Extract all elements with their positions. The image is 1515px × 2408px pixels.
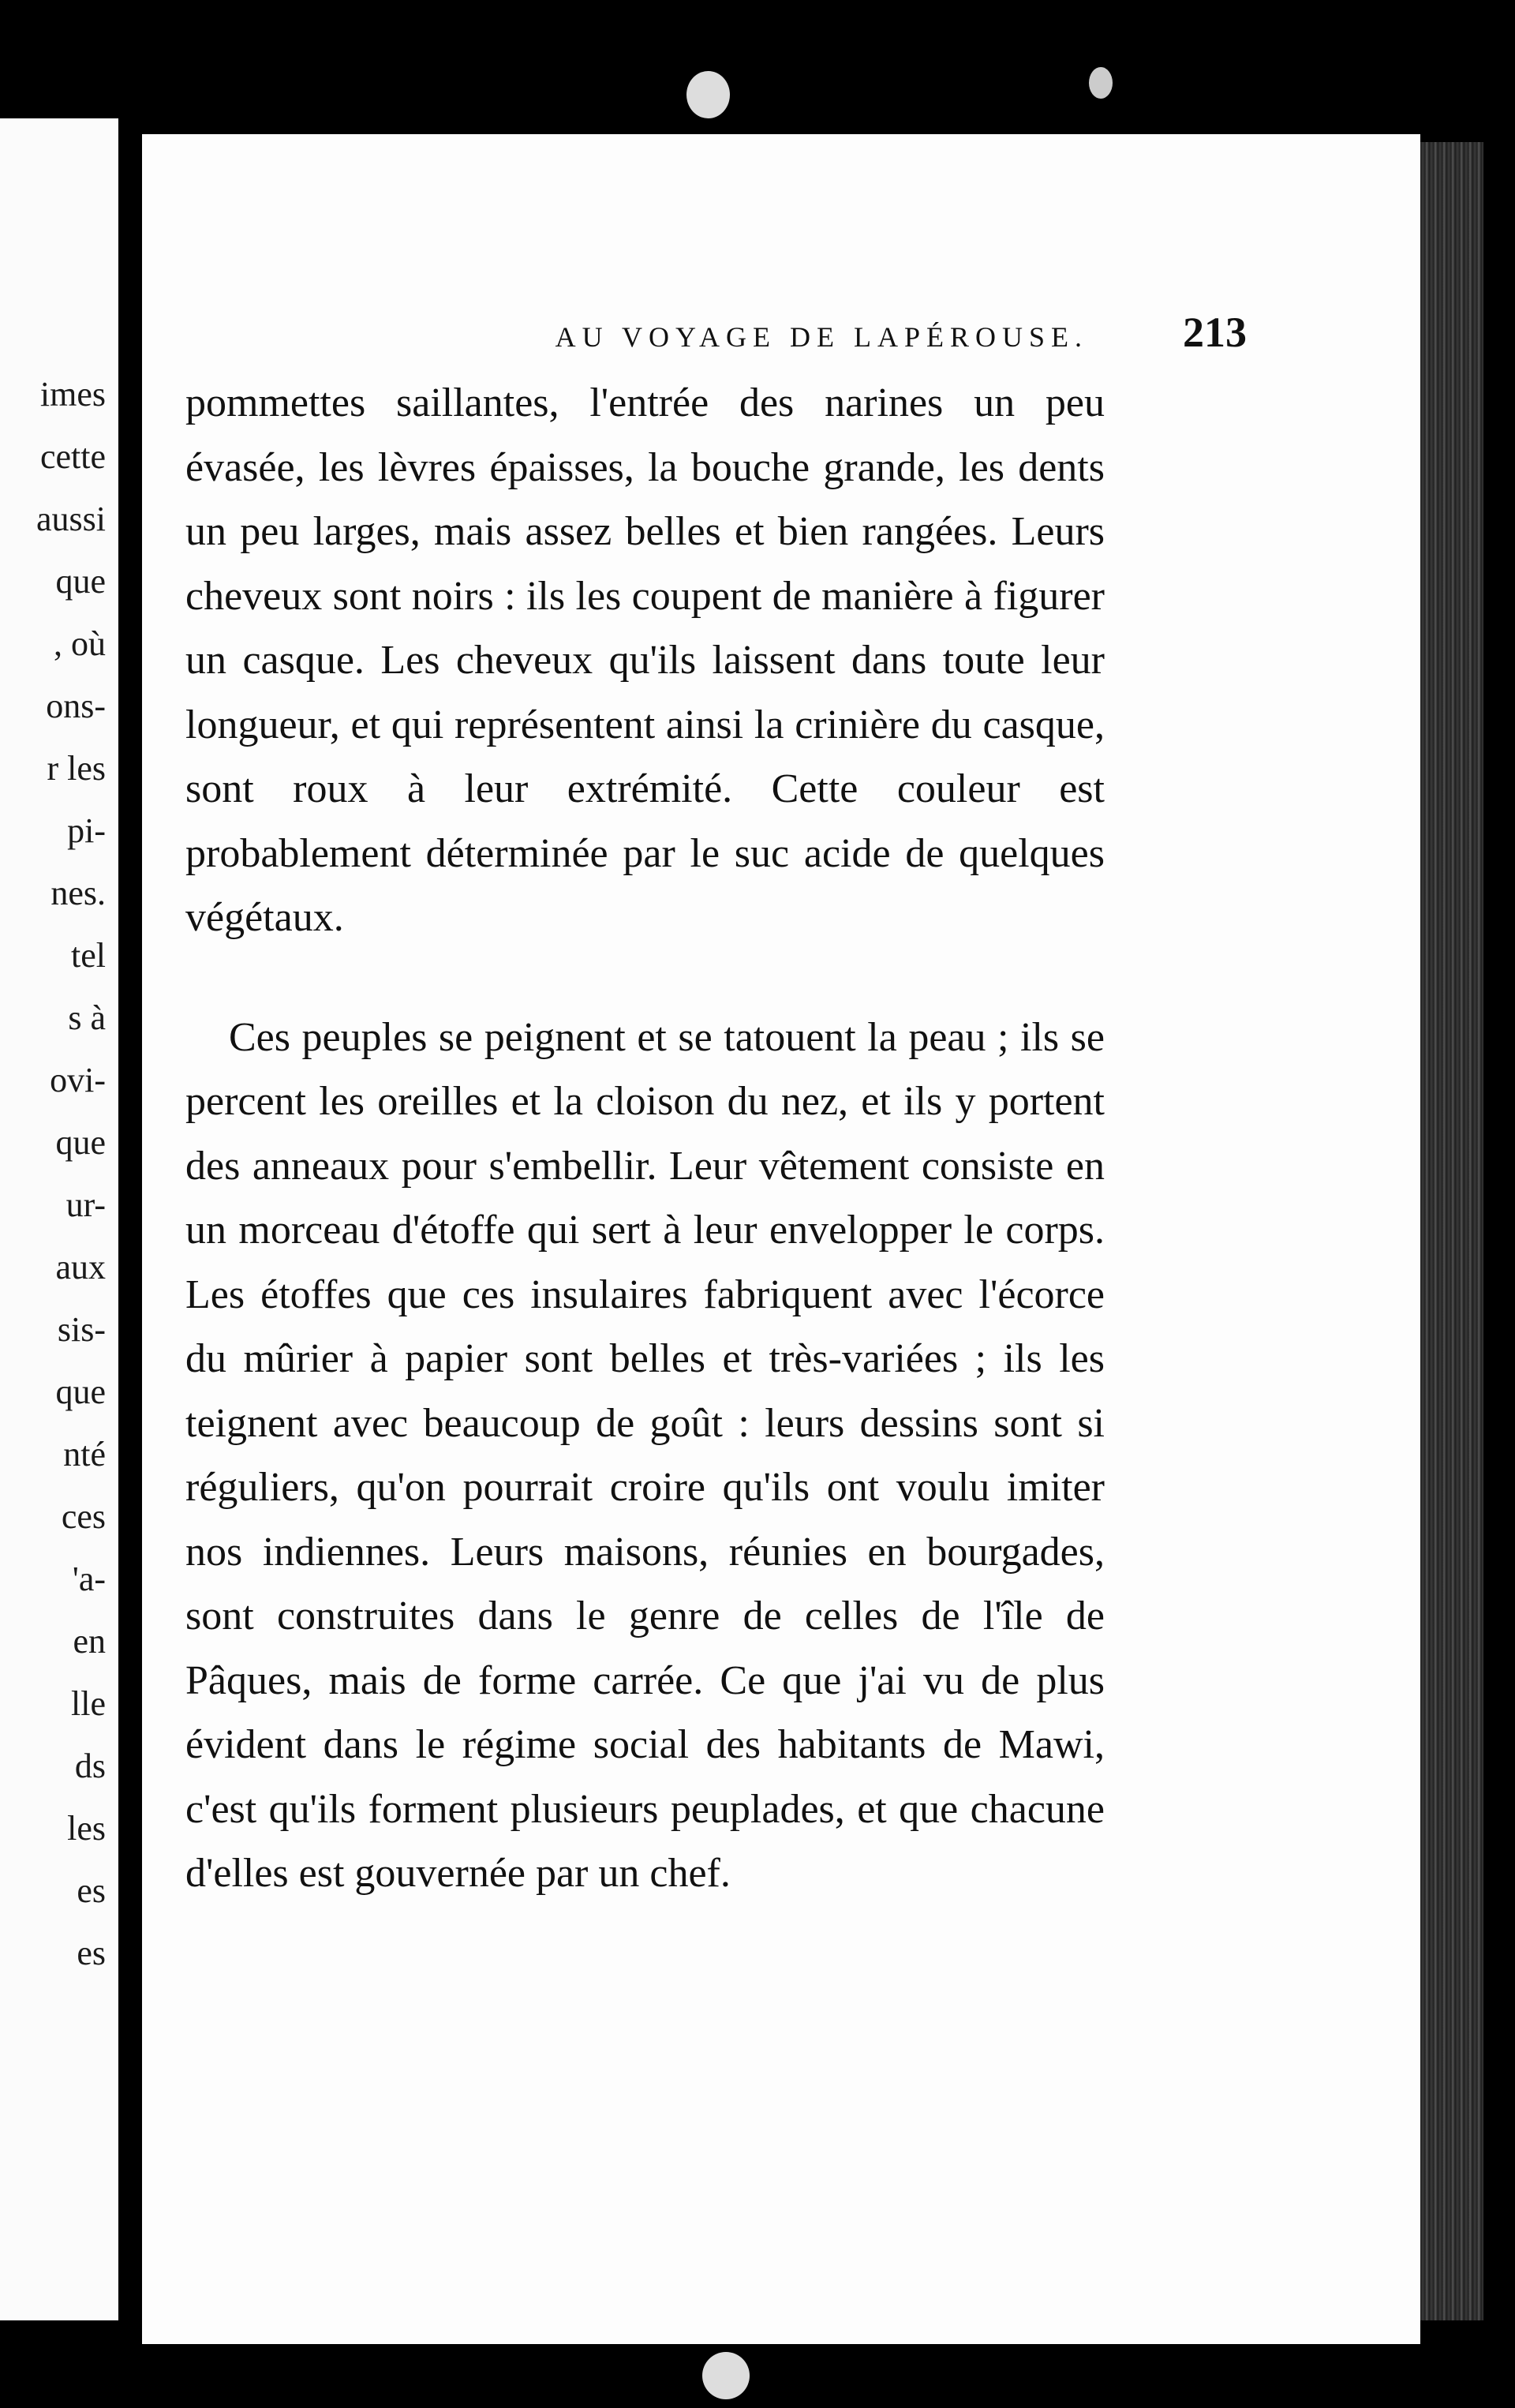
facing-page-line-fragment: que <box>55 1123 106 1162</box>
paragraph: Ces peuples se peignent et se tatouent la peau ; ils se percent les oreilles et la cloison du nez, et ils y portent des anneaux pour s'embellir. Leur vêtement consiste en un morceau d'étoffe qui sert à leur envelopper le corps. Les étoffes que ces insulaires fabriquent avec l'écorce du mûrier à papier sont belles et très-variées ; ils les teignent avec beaucoup de goût : leurs dessins sont si réguliers, qu'on pourrait croire qu'ils ont voulu imiter nos indiennes. Leurs maisons, réunies en bourgades, sont construites dans le genre de celles de l'île de Pâques, mais de forme carrée. Ce que j'ai vu de plus évident dans le régime social des habitants de Mawi, c'est qu'ils forment plusieurs peuplades, et que chacune d'elles est gouvernée par un chef. <box>185 1014 1105 1896</box>
facing-page-line-fragment: les <box>67 1809 106 1848</box>
facing-page-line-fragment: ovi- <box>50 1061 106 1099</box>
facing-page-line-fragment: nté <box>63 1435 106 1474</box>
facing-page-line-fragment: ces <box>61 1497 106 1536</box>
facing-page-line-fragment: que <box>55 562 106 601</box>
facing-page-line-fragment: en <box>73 1622 106 1661</box>
facing-page-line-fragment: es <box>77 1871 106 1910</box>
facing-page-line-fragment: ds <box>74 1747 106 1785</box>
facing-page-line-fragment: r les <box>47 749 106 788</box>
book-gutter <box>118 118 142 2320</box>
facing-page-fragment <box>0 118 118 2320</box>
facing-page-line-fragment: 'a- <box>72 1560 106 1598</box>
dust-speck <box>702 2352 750 2399</box>
facing-page-line-fragment: cette <box>39 437 106 476</box>
page-body <box>185 371 1105 1906</box>
facing-page-line-fragment: ons- <box>46 687 106 725</box>
dust-speck <box>686 71 730 118</box>
facing-page-line-fragment: que <box>55 1373 106 1411</box>
book-page <box>142 134 1420 2344</box>
running-header <box>189 308 1247 363</box>
facing-page-line-fragment: sis- <box>57 1310 106 1349</box>
paragraph: pommettes saillantes, l'entrée des narines un peu évasée, les lèvres épaisses, la bouche grande, les dents un peu larges, mais assez belles et bien rangées. Leurs cheveux sont noirs : ils les coupent de manière à figurer un casque. Les cheveux qu'ils laissent dans toute leur longueur, et qui représentent ainsi la crinière du casque, sont roux à leur extrémité. Cette couleur est probablement déterminée par le suc acide de quelques végétaux. <box>185 380 1105 940</box>
facing-page-line-fragment: aux <box>55 1248 106 1286</box>
facing-page-line-fragment: tel <box>71 936 106 975</box>
facing-page-line-fragment: pi- <box>67 811 106 850</box>
facing-page-line-fragment: lle <box>71 1684 106 1723</box>
facing-page-line-fragment: es <box>77 1934 106 1972</box>
facing-page-line-fragment: , où <box>54 624 106 663</box>
page-edges <box>1420 142 1483 2320</box>
facing-page-line-fragment: ur- <box>65 1185 106 1224</box>
facing-page-line-fragment: imes <box>39 375 106 414</box>
running-title: AU VOYAGE DE LAPÉROUSE. <box>555 321 1088 353</box>
facing-page-line-fragment: s à <box>68 998 106 1037</box>
page-number: 213 <box>1183 309 1247 356</box>
facing-page-line-fragment: nes. <box>50 874 106 912</box>
dust-speck <box>1089 67 1113 99</box>
facing-page-line-fragment: aussi <box>36 500 106 538</box>
